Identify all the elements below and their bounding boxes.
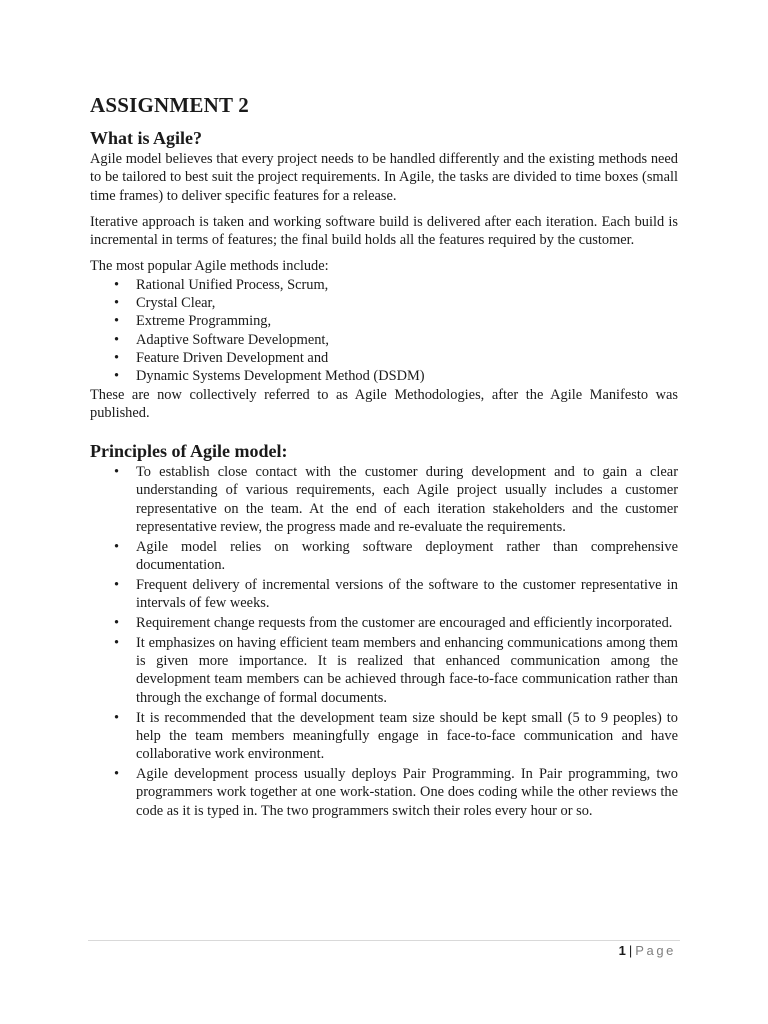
list-item: • To establish close contact with the customer during development and to gain a clear understanding of various requirements, each Agile project usually includes a customer representative on the team. At the end of each iteration stakeholders and the customer representative review, the progress made and re-evaluate the requirements. <box>90 463 678 536</box>
page-label: Page <box>635 943 676 958</box>
footer-divider <box>88 940 680 941</box>
list-item: • Dynamic Systems Development Method (DSDM) <box>90 367 678 385</box>
paragraph-methods-intro: The most popular Agile methods include: <box>90 258 329 275</box>
list-item: • Agile development process usually deploys Pair Programming. In Pair programming, two programmers work together at one work-station. One does coding while the other reviews the code as it is typed in. The two programmers switch their roles every hour or so. <box>90 765 678 820</box>
principles-list <box>90 463 678 820</box>
paragraph-methodologies: These are now collectively referred to as Agile Methodologies, after the Agile Manifesto was published. <box>90 386 678 421</box>
document-title: ASSIGNMENT 2 <box>90 93 249 117</box>
list-item: • Feature Driven Development and <box>90 349 678 367</box>
page-footer <box>619 943 676 958</box>
list-item: • Crystal Clear, <box>90 294 678 312</box>
list-item: • Adaptive Software Development, <box>90 331 678 349</box>
list-item: • It emphasizes on having efficient team members and enhancing communications among them is given more importance. It is realized that enhanced communication among the development team members can be achieved through face-to-face communication rather than through the exchange of formal documents. <box>90 634 678 707</box>
document-page <box>90 92 678 821</box>
paragraph-agile-intro: Agile model believes that every project needs to be handled differently and the existing methods need to be tailored to best suit the project requirements. In Agile, the tasks are divided to time boxes (small time frames) to deliver specific features for a release. <box>90 151 678 204</box>
list-item: • It is recommended that the development team size should be kept small (5 to 9 peoples) to help the team members meaningfully engage in face-to-face communication and have collaborative work environment. <box>90 709 678 764</box>
list-item: • Requirement change requests from the customer are encouraged and efficiently incorporated. <box>90 614 678 632</box>
agile-methods-list <box>90 276 678 386</box>
section-heading-what-is-agile: What is Agile? <box>90 128 203 148</box>
paragraph-iterative-approach: Iterative approach is taken and working software build is delivered after each iteration. Each build is incremental in terms of features; the final build holds all the features required by the customer. <box>90 213 678 249</box>
footer-separator: | <box>628 943 633 958</box>
list-item: • Agile model relies on working software deployment rather than comprehensive documentation. <box>90 538 678 575</box>
list-item: • Rational Unified Process, Scrum, <box>90 276 678 294</box>
section-heading-principles: Principles of Agile model: <box>90 441 288 462</box>
page-number: 1 <box>618 943 626 958</box>
list-item: • Frequent delivery of incremental versions of the software to the customer representative in intervals of few weeks. <box>90 576 678 613</box>
list-item: • Extreme Programming, <box>90 312 678 330</box>
